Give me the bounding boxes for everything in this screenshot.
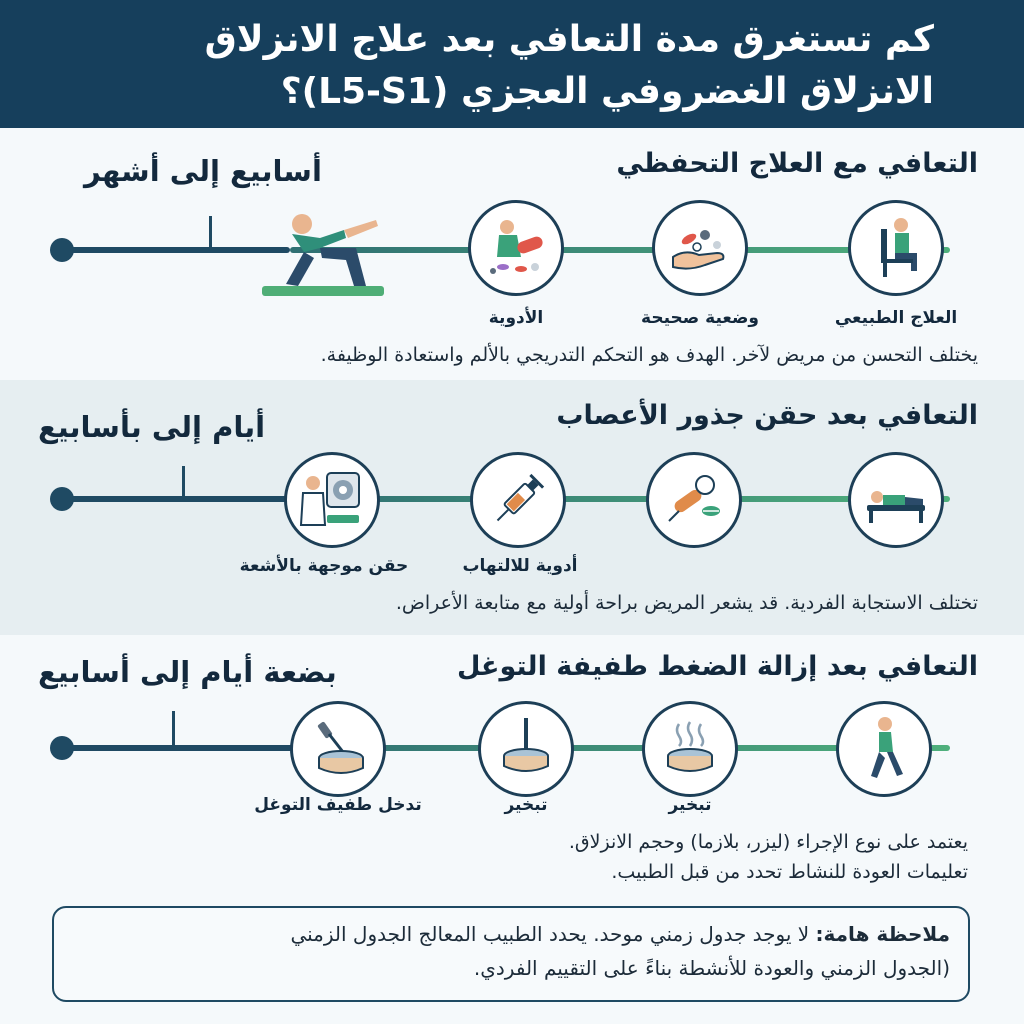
syringe-icon <box>483 465 553 535</box>
minimally-invasive-circle <box>290 701 386 797</box>
vapor-circle-2 <box>478 701 574 797</box>
caption-minimally-invasive: تدخل طفيف التوغل <box>254 795 422 815</box>
conservative-section <box>0 128 1024 380</box>
hand-pills-icon <box>665 213 735 283</box>
lying-patient-circle <box>848 452 944 548</box>
caption-physical-therapy: العلاج الطبيعي <box>834 308 958 328</box>
page-title-line2: الانزلاق الغضروفي العجزي (L5-S1)؟ <box>280 71 934 112</box>
decompression-section <box>0 635 1024 897</box>
important-note-text: لا يوجد جدول زمني موحد. يحدد الطبيب المعالج الجدول الزمني <box>290 922 816 946</box>
caption-medication: الأدوية <box>488 308 544 328</box>
timeline-tick <box>209 216 212 250</box>
caption-vaporization-1: تبخير <box>668 795 712 815</box>
timeline-bar <box>60 496 300 502</box>
injection-tools-circle <box>646 452 742 548</box>
timeline-start-dot <box>50 736 74 760</box>
section-title: التعافي مع العلاج التحفظي <box>616 148 978 179</box>
vapor-disc-icon <box>655 714 725 784</box>
lying-patient-icon <box>861 465 931 535</box>
duration-label: أيام إلى بأسابيع <box>38 410 266 444</box>
medication-circle <box>468 200 564 296</box>
exercise-figure-icon <box>258 208 388 300</box>
posture-circle <box>652 200 748 296</box>
physical-therapy-circle <box>848 200 944 296</box>
timeline-tick <box>172 711 175 748</box>
tool-disc-icon <box>303 714 373 784</box>
important-note-line1 <box>290 922 950 946</box>
injection-tools-icon <box>659 465 729 535</box>
vapor-circle-1 <box>642 701 738 797</box>
guided-injection-circle <box>284 452 380 548</box>
timeline-bar <box>60 247 290 253</box>
anti-inflammatory-circle <box>470 452 566 548</box>
medication-icon <box>481 213 551 283</box>
timeline-bar <box>60 745 300 751</box>
caption-posture: وضعية صحيحة <box>641 308 759 328</box>
section-note: يختلف التحسن من مريض لآخر. الهدف هو التحكم التدريجي بالألم واستعادة الوظيفة. <box>320 344 978 366</box>
page-title-line1: كم تستغرق مدة التعافي بعد علاج الانزلاق <box>204 19 934 60</box>
duration-label: بضعة أيام إلى أسابيع <box>38 655 337 689</box>
caption-anti-inflammatory: أدوية للالتهاب <box>462 556 578 576</box>
duration-label: أسابيع إلى أشهر <box>84 154 322 188</box>
section-note-line1: يعتمد على نوع الإجراء (ليزر، بلازما) وحجم الانزلاق. <box>568 831 968 853</box>
section-note-line2: تعليمات العودة للنشاط تحدد من قبل الطبيب. <box>611 861 968 883</box>
timeline-start-dot <box>50 487 74 511</box>
probe-disc-icon <box>491 714 561 784</box>
timeline-start-dot <box>50 238 74 262</box>
timeline-tick <box>182 466 185 499</box>
caption-guided-injection: حقن موجهة بالأشعة <box>239 556 409 576</box>
section-title: التعافي بعد إزالة الضغط طفيفة التوغل <box>456 651 978 682</box>
important-note-label: ملاحظة هامة: <box>815 922 950 946</box>
chair-sitting-icon <box>861 213 931 283</box>
caption-vaporization-2: تبخير <box>504 795 548 815</box>
doctor-xray-icon <box>297 465 367 535</box>
section-note: تختلف الاستجابة الفردية. قد يشعر المريض براحة أولية مع متابعة الأعراض. <box>395 592 978 614</box>
section-title: التعافي بعد حقن جذور الأعصاب <box>556 400 978 431</box>
header-banner <box>0 0 1024 128</box>
walking-person-icon <box>849 714 919 784</box>
walking-circle <box>836 701 932 797</box>
important-note-line2: (الجدول الزمني والعودة للأنشطة بناءً على التقييم الفردي. <box>473 956 950 980</box>
important-note-box <box>52 906 970 1002</box>
nerve-injection-section <box>0 380 1024 635</box>
